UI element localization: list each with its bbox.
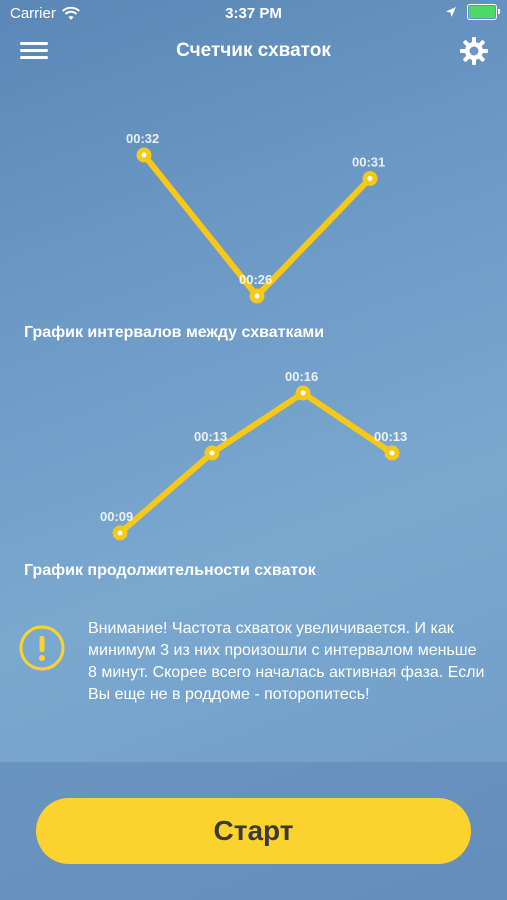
chart-1-data-label-1: 00:32 — [126, 131, 160, 146]
chart-2-point-4-center — [390, 451, 395, 456]
chart-1-data-label-3: 00:31 — [352, 154, 386, 170]
chart-2-data-label-4: 00:13 — [374, 429, 408, 444]
durations-chart-title: График продолжительности схваток — [24, 562, 316, 579]
chart-2-point-1-center — [118, 531, 123, 536]
page-title: Счетчик схваток — [176, 40, 331, 61]
intervals-chart-title: График интервалов между схватками — [24, 324, 325, 341]
warning-text: Внимание! Частота схваток увеличивается. И как минимум 3 из них произошли с интервалом меньше 8 минут. Скорее всего началась активная фаза. Если Вы еще не в роддоме - поторопитесь! — [88, 620, 485, 703]
status-time: 3:37 PM — [225, 5, 282, 22]
chart-2-data-label-3: 00:16 — [285, 369, 319, 384]
chart-1-data-label-2: 00:26 — [239, 272, 273, 287]
carrier-label: Carrier — [10, 5, 56, 22]
chart-1-point-3-center — [368, 176, 373, 181]
chart-2-point-3-center — [301, 391, 306, 396]
start-button[interactable]: Старт — [36, 798, 471, 864]
exclamation-circle-icon — [18, 624, 66, 672]
chart-1-point-1-center — [142, 153, 147, 158]
chart-1-point-2-center — [255, 294, 260, 299]
chart-2-series-line — [120, 393, 392, 533]
chart-2-data-label-2: 00:13 — [194, 429, 228, 444]
chart-2-data-label-1: 00:09 — [100, 509, 134, 524]
chart-2-point-2-center — [210, 451, 215, 456]
